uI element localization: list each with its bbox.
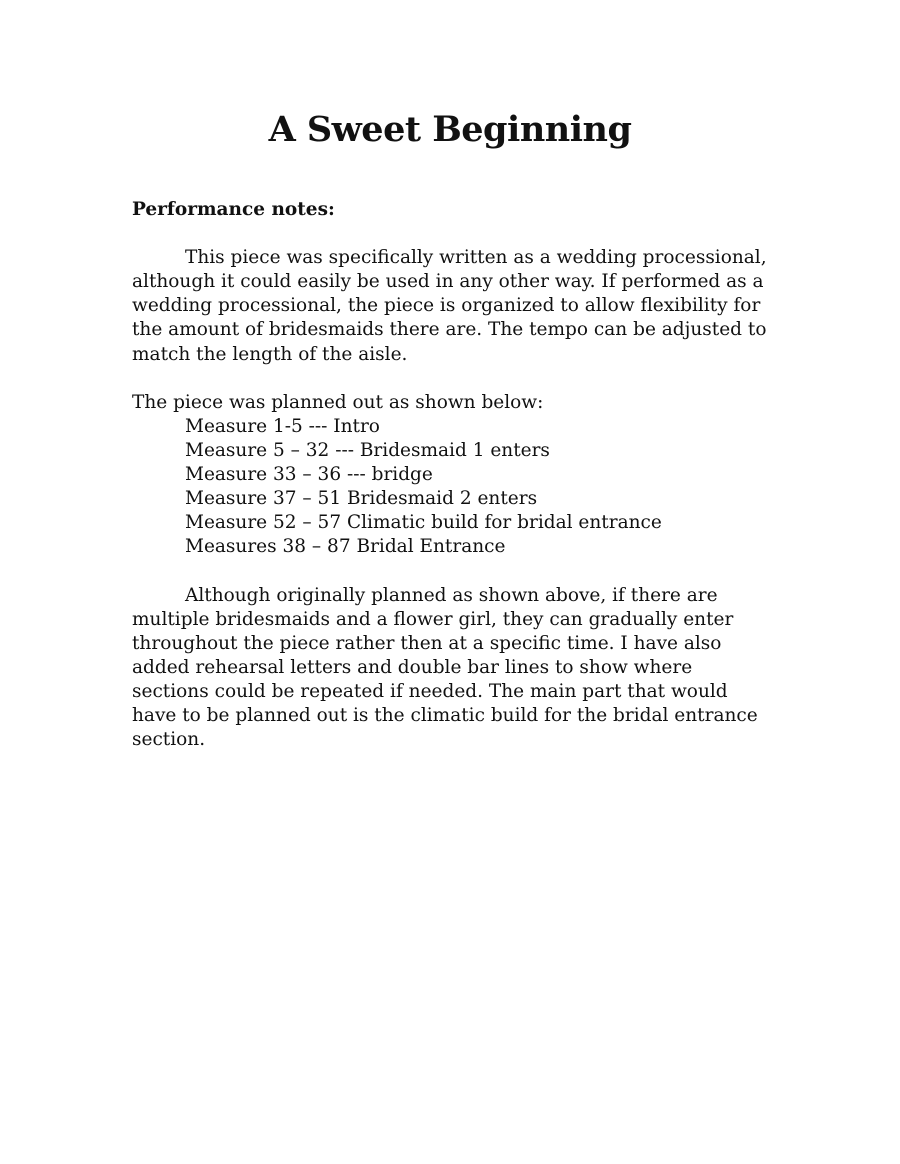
spacer xyxy=(132,222,772,246)
spacer xyxy=(132,559,772,583)
paragraph-notes: Although originally planned as shown above, if there are multiple bridesmaids and a flower girl, they can gradually enter throughout the piece rather then at a specific time. I have also added rehearsal letters and double bar lines to show where sections could be repeated if needed. The main part that would have to be planned out is the climatic build for the bridal entrance section. xyxy=(132,584,758,751)
plan-item: Measures 38 – 87 Bridal Entrance xyxy=(185,536,506,558)
plan-intro: The piece was planned out as shown below: xyxy=(132,391,544,413)
measure-plan-list xyxy=(132,415,772,560)
plan-item: Measure 1-5 --- Intro xyxy=(185,415,380,437)
spacer xyxy=(132,367,772,391)
section-heading: Performance notes: xyxy=(132,199,335,220)
plan-item: Measure 5 – 32 --- Bridesmaid 1 enters xyxy=(185,439,550,461)
document-body xyxy=(132,198,772,752)
plan-item: Measure 37 – 51 Bridesmaid 2 enters xyxy=(185,488,538,510)
plan-item: Measure 52 – 57 Climatic build for bridal entrance xyxy=(185,512,662,534)
plan-item: Measure 33 – 36 --- bridge xyxy=(185,464,433,486)
paragraph-intro: This piece was specifically written as a wedding processional, although it could easily be used in any other way. If performed as a wedding processional, the piece is organized to allow flexibility for the amount of bridesmaids there are. The tempo can be adjusted to match the length of the aisle. xyxy=(132,247,767,365)
document-title: A Sweet Beginning xyxy=(268,109,632,150)
